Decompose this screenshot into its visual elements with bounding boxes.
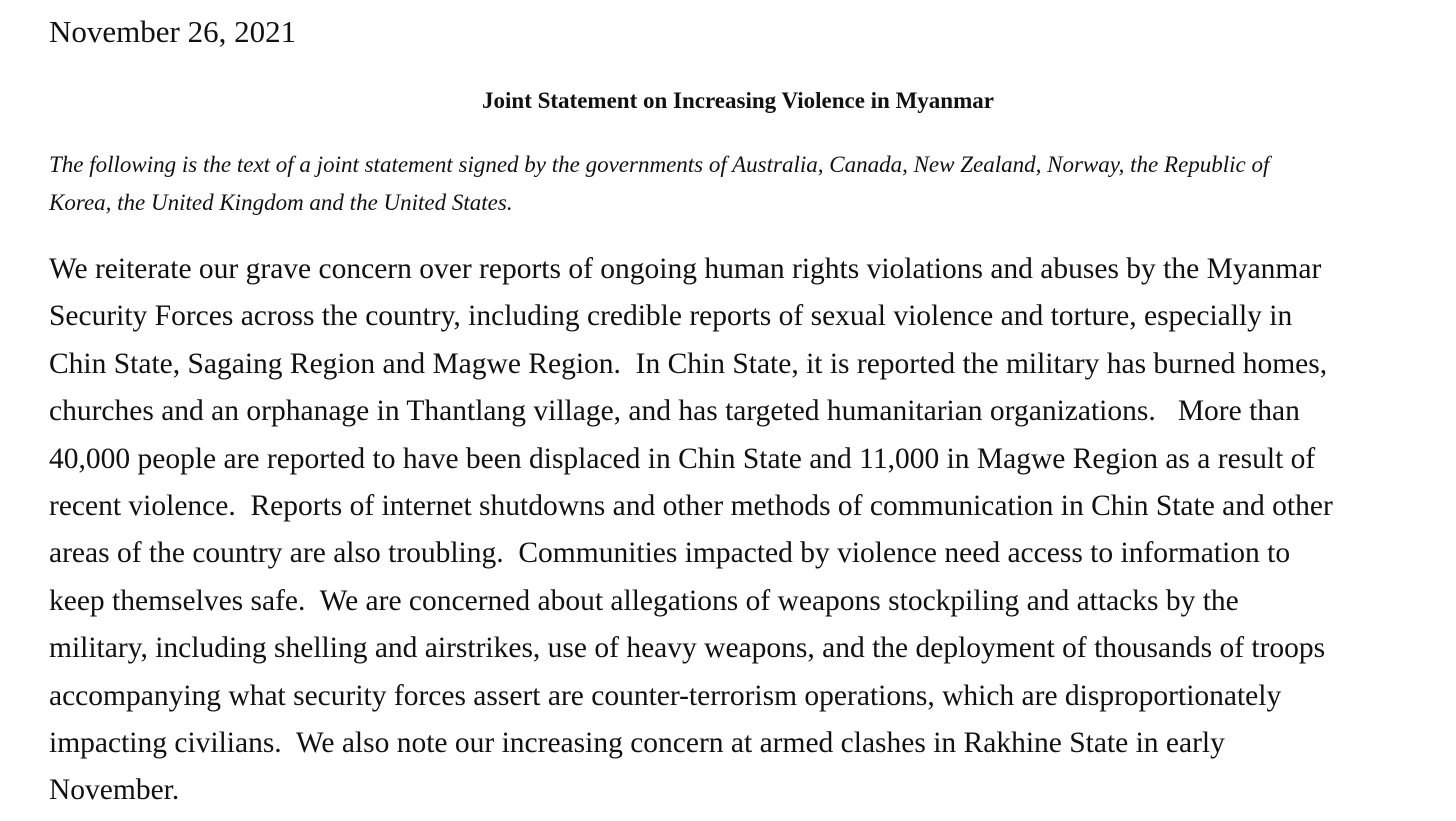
statement-body <box>49 246 1333 815</box>
body-line: 40,000 people are reported to have been displaced in Chin State and 11,000 in Magwe Region as a result of <box>49 442 1316 475</box>
body-line: We reiterate our grave concern over reports of ongoing human rights violations and abuses by the Myanmar <box>49 253 1322 285</box>
body-line: keep themselves safe. We are concerned about allegations of weapons stockpiling and attacks by the <box>49 584 1239 617</box>
body-line: churches and an orphanage in Thantlang village, and has targeted humanitarian organizations. More than <box>49 395 1300 428</box>
intro-line: The following is the text of a joint statement signed by the governments of Australia, Canada, New Zealand, Norway, the Republic of <box>49 152 1270 177</box>
body-line: November. <box>49 774 180 807</box>
body-line: impacting civilians. We also note our increasing concern at armed clashes in Rakhine State in early <box>49 727 1225 760</box>
statement-title: Joint Statement on Increasing Violence in Myanmar <box>482 88 994 113</box>
statement-date: November 26, 2021 <box>49 14 297 49</box>
body-line: military, including shelling and airstrikes, use of heavy weapons, and the deployment of thousands of troops <box>49 632 1326 665</box>
intro-line: Korea, the United Kingdom and the United States. <box>49 190 513 215</box>
body-line: recent violence. Reports of internet shutdowns and other methods of communication in Chin State and other <box>49 490 1333 523</box>
statement-intro <box>49 146 1269 222</box>
body-line: accompanying what security forces assert are counter-terrorism operations, which are disproportionately <box>49 679 1282 712</box>
body-line: Security Forces across the country, including credible reports of sexual violence and torture, especially in <box>49 300 1293 333</box>
body-line: Chin State, Sagaing Region and Magwe Region. In Chin State, it is reported the military has burned homes, <box>49 347 1328 380</box>
body-line: areas of the country are also troubling. Communities impacted by violence need access to information to <box>49 537 1291 570</box>
